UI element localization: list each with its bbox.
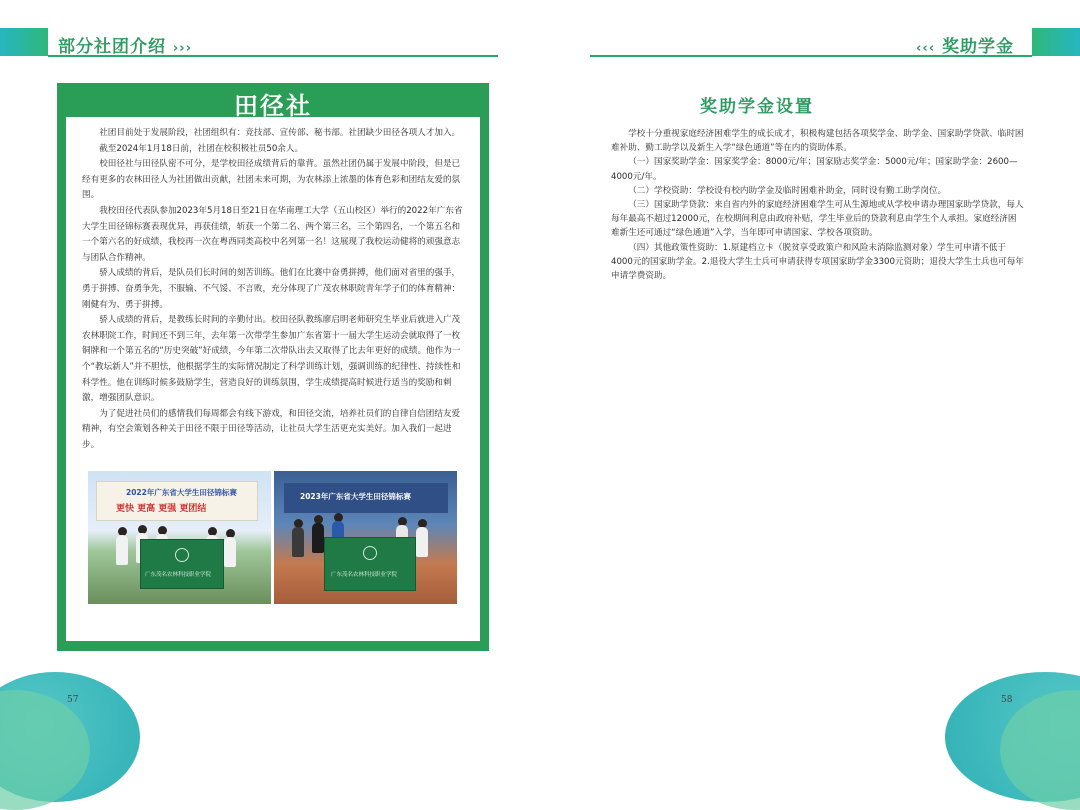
school-emblem-icon bbox=[363, 546, 377, 560]
paragraph: （二）学校资助：学校设有校内助学金及临时困难补助金，同时设有勤工助学岗位。 bbox=[628, 185, 947, 196]
team-photo-2023 bbox=[274, 471, 457, 604]
page-number-right: 58 bbox=[1001, 695, 1013, 705]
paragraph: （四）其他政策性资助：1.原建档立卡（脱贫享受政策户和风险未消除监测对象）学生可申请不低于4000元的国家助学金。2.退役大学生士兵可申请获得专项国家助学金3300元资助；退役大学生士兵也可每年申请学费资助。 bbox=[611, 242, 1024, 282]
paragraph: 为了促进社员们的感情我们每周都会有线下游戏，和田径交流，培养社员们的自律自信团结友爱精神，有空会策划各种关于田径不限于田径等活动，让社员大学生活更充实美好。加入我们一起进步。 bbox=[82, 408, 461, 450]
header-right-accent-block bbox=[1032, 28, 1080, 56]
flag-text: 广东茂名农林科技职业学院 bbox=[331, 572, 398, 578]
scholarship-title: 奖助学金设置 bbox=[700, 97, 814, 117]
page-number-left: 57 bbox=[67, 695, 79, 705]
scholarship-description bbox=[611, 127, 1025, 283]
paragraph: （一）国家奖助学金：国家奖学金：8000元/年；国家励志奖学金：5000元/年；国家助学金：2600—4000元/年。 bbox=[611, 157, 1018, 182]
section-title-right: ‹‹‹ 奖助学金 bbox=[916, 37, 1014, 57]
paragraph: 校田径社与田径队密不可分，是学校田径成绩背后的靠背。虽然社团仍属于发展中阶段，但是已经有更多的农林田径人为社团做出贡献，社团未来可期，为农林添上浓墨的体育色彩和团结友爱的氛围。 bbox=[82, 159, 461, 201]
section-title-left: 部分社团介绍 ››› bbox=[58, 37, 192, 57]
photo-banner-text: 2022年广东省大学生田径锦标赛 bbox=[126, 488, 237, 497]
school-flag bbox=[140, 539, 224, 589]
photo-banner-text: 2023年广东省大学生田径锦标赛 bbox=[300, 492, 411, 501]
chevrons-right-icon: ››› bbox=[172, 41, 192, 56]
club-title: 田径社 bbox=[234, 92, 312, 120]
school-emblem-icon bbox=[175, 548, 189, 562]
paragraph: 社团目前处于发展阶段，社团组织有：竞技部、宣传部、秘书部。社团缺少田径各项人才加入。 bbox=[99, 128, 461, 138]
header-left-accent-block bbox=[0, 28, 48, 56]
flag-text: 广东茂名农林科技职业学院 bbox=[145, 572, 212, 578]
paragraph: 骄人成绩的背后，是队员们长时间的刻苦训练。他们在比赛中奋勇拼搏，他们面对省里的强手，勇于拼搏、奋勇争先，不服输、不气馁、不言败，充分体现了广茂农林职院青年学子们的体育精神：刚健有为、勇于拼搏。 bbox=[82, 268, 461, 310]
school-flag bbox=[324, 537, 416, 591]
club-description bbox=[82, 126, 466, 453]
paragraph: 我校田径代表队参加2023年5月18日至21日在华南理工大学（五山校区）举行的2022年广东省大学生田径锦标赛表现优异，再获佳绩，斩获一个第二名、两个第三名，三个第四名，一个第五名和一个第六名的好成绩，我校再一次在粤西同类高校中名列第一名！这展现了我校运动健将的顽强意志与团队合作精神。 bbox=[82, 205, 463, 263]
paragraph: （三）国家助学贷款：来自省内外的家庭经济困难学生可从生源地或从学校申请办理国家助学贷款，每人每年最高不超过12000元，在校期间利息由政府补贴，学生毕业后的贷款利息由学生个人承担。家庭经济困难新生还可通过“绿色通道”入学，当年即可申请国家、学校各项资助。 bbox=[611, 200, 1024, 239]
team-photo-2022 bbox=[88, 471, 271, 604]
photo-slogan-text: 更快 更高 更强 更团结 bbox=[116, 504, 207, 514]
paragraph: 截至2024年1月18日前，社团在校积极社员50余人。 bbox=[99, 143, 304, 154]
paragraph: 学校十分重视家庭经济困难学生的成长成才，积极构建包括各项奖学金、助学金、国家助学贷款、临时困难补助、勤工助学以及新生入学“绿色通道”等在内的资助体系。 bbox=[611, 129, 1024, 154]
paragraph: 骄人成绩的背后，是教练长时间的辛勤付出。校田径队教练廖启明老师研究生毕业后就进入广茂农林职院工作，时间还不到三年，去年第一次带学生参加广东省第十一届大学生运动会就取得了一枚铜牌和一个第五名的“历史突破”好成绩，今年第二次带队出去又取得了比去年更好的成绩。他作为一个“教坛新人”并不胆怯，他根据学生的实际情况制定了科学训练计划，强调训练的纪律性、持续性和科学性。他在训练时候多鼓励学生，营造良好的训练氛围，学生成绩提高时候进行适当的奖励和刺激，增强团队意识。 bbox=[82, 315, 461, 404]
chevrons-left-icon: ‹‹‹ bbox=[916, 41, 936, 56]
